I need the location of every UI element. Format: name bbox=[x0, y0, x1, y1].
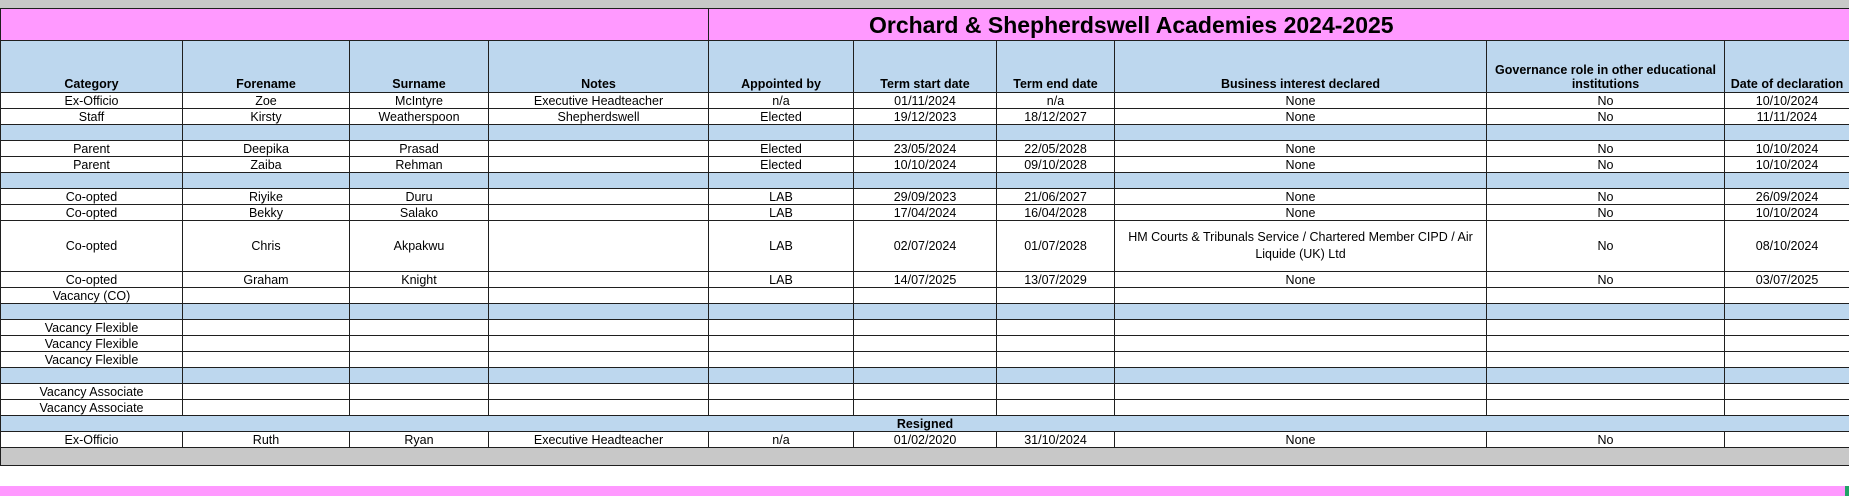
empty-cell[interactable] bbox=[1725, 352, 1849, 368]
cell-surname[interactable]: Rehman bbox=[350, 157, 489, 173]
vacancy-row bbox=[1, 352, 1849, 368]
header-business-interest[interactable]: Business interest declared bbox=[1115, 41, 1487, 93]
spacer-cell[interactable] bbox=[1725, 304, 1849, 320]
cell-term-start[interactable]: 19/12/2023 bbox=[854, 109, 997, 125]
empty-cell[interactable] bbox=[1115, 320, 1487, 336]
vacancy-row bbox=[1, 384, 1849, 400]
spacer-cell[interactable] bbox=[350, 125, 489, 141]
empty-cell[interactable] bbox=[709, 336, 854, 352]
spacer-cell[interactable] bbox=[709, 368, 854, 384]
spacer-cell[interactable] bbox=[1115, 368, 1487, 384]
cell-business-interest[interactable]: None bbox=[1115, 93, 1487, 109]
cell-governance-role[interactable]: No bbox=[1487, 205, 1725, 221]
empty-cell[interactable] bbox=[350, 336, 489, 352]
cell-date-declaration[interactable]: 10/10/2024 bbox=[1725, 205, 1849, 221]
cell-forename[interactable]: Deepika bbox=[183, 141, 350, 157]
cell-governance-role[interactable]: No bbox=[1487, 432, 1725, 448]
empty-cell[interactable] bbox=[1725, 336, 1849, 352]
empty-cell[interactable] bbox=[183, 320, 350, 336]
empty-cell[interactable] bbox=[709, 288, 854, 304]
title-blank-cell[interactable] bbox=[1, 9, 709, 41]
empty-cell[interactable] bbox=[854, 400, 997, 416]
spacer-cell[interactable] bbox=[1, 125, 183, 141]
empty-cell[interactable] bbox=[489, 352, 709, 368]
vacancy-row bbox=[1, 336, 1849, 352]
cell-business-interest[interactable]: None bbox=[1115, 109, 1487, 125]
cell-appointed-by[interactable]: LAB bbox=[709, 272, 854, 288]
cell-surname[interactable]: Knight bbox=[350, 272, 489, 288]
cell-term-end[interactable]: 09/10/2028 bbox=[997, 157, 1115, 173]
cell-term-start[interactable]: 17/04/2024 bbox=[854, 205, 997, 221]
resigned-header-row bbox=[1, 416, 1849, 432]
cell-notes[interactable] bbox=[489, 189, 709, 205]
spacer-cell[interactable] bbox=[1487, 304, 1725, 320]
empty-cell[interactable] bbox=[1487, 400, 1725, 416]
table-row bbox=[1, 189, 1849, 205]
cell-term-start[interactable]: 29/09/2023 bbox=[854, 189, 997, 205]
empty-cell[interactable] bbox=[1115, 288, 1487, 304]
edge-marker-green bbox=[1845, 486, 1849, 496]
spacer-cell[interactable] bbox=[997, 368, 1115, 384]
empty-cell[interactable] bbox=[709, 384, 854, 400]
empty-cell[interactable] bbox=[997, 352, 1115, 368]
table-row bbox=[1, 157, 1849, 173]
spacer-cell[interactable] bbox=[1725, 368, 1849, 384]
vacancy-associate-cell[interactable]: Vacancy Associate bbox=[1, 400, 183, 416]
gray-separator-cell[interactable] bbox=[1, 448, 1849, 466]
empty-cell[interactable] bbox=[1115, 352, 1487, 368]
spacer-cell[interactable] bbox=[997, 304, 1115, 320]
cell-surname[interactable]: Akpakwu bbox=[350, 221, 489, 272]
empty-cell[interactable] bbox=[1487, 336, 1725, 352]
header-term-end[interactable]: Term end date bbox=[997, 41, 1115, 93]
cell-term-start[interactable]: 02/07/2024 bbox=[854, 221, 997, 272]
cell-date-declaration[interactable]: 11/11/2024 bbox=[1725, 109, 1849, 125]
empty-cell[interactable] bbox=[350, 400, 489, 416]
header-forename[interactable]: Forename bbox=[183, 41, 350, 93]
spacer-cell[interactable] bbox=[854, 304, 997, 320]
resigned-member-row bbox=[1, 432, 1849, 448]
spacer-cell[interactable] bbox=[709, 125, 854, 141]
cell-category[interactable]: Co-opted bbox=[1, 272, 183, 288]
empty-cell[interactable] bbox=[183, 352, 350, 368]
section-divider-row bbox=[1, 125, 1849, 141]
cell-business-interest[interactable]: HM Courts & Tribunals Service / Chartered Member CIPD / Air Liquide (UK) Ltd bbox=[1115, 221, 1487, 272]
spacer-cell[interactable] bbox=[1487, 173, 1725, 189]
cell-surname[interactable]: Prasad bbox=[350, 141, 489, 157]
cell-appointed-by[interactable]: LAB bbox=[709, 189, 854, 205]
cell-term-start[interactable]: 23/05/2024 bbox=[854, 141, 997, 157]
section-divider-row bbox=[1, 173, 1849, 189]
cell-date-declaration[interactable] bbox=[1725, 432, 1849, 448]
table-row bbox=[1, 272, 1849, 288]
cell-notes[interactable] bbox=[489, 272, 709, 288]
empty-cell[interactable] bbox=[489, 288, 709, 304]
spacer-cell[interactable] bbox=[709, 304, 854, 320]
spacer-cell[interactable] bbox=[1115, 173, 1487, 189]
vacancy-associate-cell[interactable]: Vacancy Associate bbox=[1, 384, 183, 400]
empty-cell[interactable] bbox=[997, 384, 1115, 400]
spacer-cell[interactable] bbox=[1725, 173, 1849, 189]
cell-term-start[interactable]: 14/07/2025 bbox=[854, 272, 997, 288]
cell-business-interest[interactable]: None bbox=[1115, 205, 1487, 221]
header-term-start[interactable]: Term start date bbox=[854, 41, 997, 93]
cell-forename[interactable]: Kirsty bbox=[183, 109, 350, 125]
cell-notes[interactable] bbox=[489, 157, 709, 173]
empty-cell[interactable] bbox=[1115, 336, 1487, 352]
spacer-cell[interactable] bbox=[1115, 304, 1487, 320]
cell-surname[interactable]: McIntyre bbox=[350, 93, 489, 109]
empty-cell[interactable] bbox=[183, 400, 350, 416]
spacer-cell[interactable] bbox=[183, 173, 350, 189]
empty-cell[interactable] bbox=[489, 384, 709, 400]
vacancy-co-cell[interactable]: Vacancy (CO) bbox=[1, 288, 183, 304]
empty-cell[interactable] bbox=[489, 400, 709, 416]
empty-cell[interactable] bbox=[183, 288, 350, 304]
empty-cell[interactable] bbox=[854, 336, 997, 352]
empty-cell[interactable] bbox=[854, 352, 997, 368]
cell-date-declaration[interactable]: 10/10/2024 bbox=[1725, 157, 1849, 173]
empty-cell[interactable] bbox=[1725, 400, 1849, 416]
spacer-cell[interactable] bbox=[1115, 125, 1487, 141]
cell-category[interactable]: Parent bbox=[1, 141, 183, 157]
cell-forename[interactable]: Zoe bbox=[183, 93, 350, 109]
governors-table bbox=[0, 8, 1849, 466]
empty-cell[interactable] bbox=[709, 320, 854, 336]
spacer-cell[interactable] bbox=[350, 368, 489, 384]
empty-cell[interactable] bbox=[350, 288, 489, 304]
cell-term-end[interactable]: 16/04/2028 bbox=[997, 205, 1115, 221]
cell-business-interest[interactable]: None bbox=[1115, 189, 1487, 205]
cell-surname[interactable]: Duru bbox=[350, 189, 489, 205]
cell-governance-role[interactable]: No bbox=[1487, 221, 1725, 272]
empty-cell[interactable] bbox=[1487, 320, 1725, 336]
vacancy-flexible-cell[interactable]: Vacancy Flexible bbox=[1, 352, 183, 368]
cell-date-declaration[interactable]: 03/07/2025 bbox=[1725, 272, 1849, 288]
spacer-cell[interactable] bbox=[183, 368, 350, 384]
vacancy-flexible-cell[interactable]: Vacancy Flexible bbox=[1, 336, 183, 352]
cell-date-declaration[interactable]: 26/09/2024 bbox=[1725, 189, 1849, 205]
vacancy-row bbox=[1, 400, 1849, 416]
header-category[interactable]: Category bbox=[1, 41, 183, 93]
empty-cell[interactable] bbox=[1725, 288, 1849, 304]
spacer-cell[interactable] bbox=[489, 304, 709, 320]
cell-business-interest[interactable]: None bbox=[1115, 141, 1487, 157]
vacancy-flexible-cell[interactable]: Vacancy Flexible bbox=[1, 320, 183, 336]
empty-cell[interactable] bbox=[709, 400, 854, 416]
cell-notes[interactable]: Shepherdswell bbox=[489, 109, 709, 125]
title-row bbox=[1, 9, 1849, 41]
cell-notes[interactable] bbox=[489, 205, 709, 221]
spacer-cell[interactable] bbox=[854, 125, 997, 141]
cell-term-end[interactable]: 31/10/2024 bbox=[997, 432, 1115, 448]
cell-category[interactable]: Ex-Officio bbox=[1, 93, 183, 109]
cell-term-end[interactable]: 21/06/2027 bbox=[997, 189, 1115, 205]
vacancy-row bbox=[1, 288, 1849, 304]
cell-surname[interactable]: Salako bbox=[350, 205, 489, 221]
cell-notes[interactable] bbox=[489, 141, 709, 157]
table-row bbox=[1, 141, 1849, 157]
top-gray-band bbox=[0, 0, 1849, 8]
header-governance-role[interactable]: Governance role in other educational institutions bbox=[1487, 41, 1725, 93]
cell-appointed-by[interactable]: Elected bbox=[709, 109, 854, 125]
cell-appointed-by[interactable]: Elected bbox=[709, 157, 854, 173]
spacer-cell[interactable] bbox=[1487, 125, 1725, 141]
empty-cell[interactable] bbox=[709, 352, 854, 368]
empty-cell[interactable] bbox=[350, 352, 489, 368]
cell-notes[interactable]: Executive Headteacher bbox=[489, 93, 709, 109]
empty-cell[interactable] bbox=[997, 336, 1115, 352]
cell-category[interactable]: Ex-Officio bbox=[1, 432, 183, 448]
cell-forename[interactable]: Bekky bbox=[183, 205, 350, 221]
spacer-cell[interactable] bbox=[183, 125, 350, 141]
cell-appointed-by[interactable]: LAB bbox=[709, 205, 854, 221]
table-row bbox=[1, 109, 1849, 125]
spacer-cell[interactable] bbox=[350, 173, 489, 189]
spacer-cell[interactable] bbox=[997, 173, 1115, 189]
empty-cell[interactable] bbox=[997, 400, 1115, 416]
empty-cell[interactable] bbox=[854, 320, 997, 336]
empty-cell[interactable] bbox=[350, 384, 489, 400]
spacer-cell[interactable] bbox=[1, 368, 183, 384]
cell-term-end[interactable]: 01/07/2028 bbox=[997, 221, 1115, 272]
cell-forename[interactable]: Ruth bbox=[183, 432, 350, 448]
empty-cell[interactable] bbox=[1487, 288, 1725, 304]
cell-term-end[interactable]: 18/12/2027 bbox=[997, 109, 1115, 125]
cell-term-start[interactable]: 10/10/2024 bbox=[854, 157, 997, 173]
cell-term-end[interactable]: n/a bbox=[997, 93, 1115, 109]
cell-governance-role[interactable]: No bbox=[1487, 93, 1725, 109]
section-divider-row bbox=[1, 304, 1849, 320]
cell-term-end[interactable]: 22/05/2028 bbox=[997, 141, 1115, 157]
spacer-cell[interactable] bbox=[1, 173, 183, 189]
cell-category[interactable]: Co-opted bbox=[1, 189, 183, 205]
cell-date-declaration[interactable]: 08/10/2024 bbox=[1725, 221, 1849, 272]
empty-cell[interactable] bbox=[350, 320, 489, 336]
cell-surname[interactable]: Ryan bbox=[350, 432, 489, 448]
cell-governance-role[interactable]: No bbox=[1487, 109, 1725, 125]
cell-governance-role[interactable]: No bbox=[1487, 189, 1725, 205]
empty-cell[interactable] bbox=[183, 384, 350, 400]
empty-cell[interactable] bbox=[1487, 352, 1725, 368]
cell-term-start[interactable]: 01/11/2024 bbox=[854, 93, 997, 109]
spacer-cell[interactable] bbox=[350, 304, 489, 320]
cell-notes[interactable] bbox=[489, 221, 709, 272]
cell-business-interest[interactable]: None bbox=[1115, 432, 1487, 448]
cell-forename[interactable]: Zaiba bbox=[183, 157, 350, 173]
empty-cell[interactable] bbox=[854, 288, 997, 304]
cell-term-end[interactable]: 13/07/2029 bbox=[997, 272, 1115, 288]
empty-cell[interactable] bbox=[489, 336, 709, 352]
empty-cell[interactable] bbox=[854, 384, 997, 400]
next-section-title-band[interactable] bbox=[0, 486, 1849, 496]
vacancy-row bbox=[1, 320, 1849, 336]
cell-category[interactable]: Parent bbox=[1, 157, 183, 173]
cell-date-declaration[interactable]: 10/10/2024 bbox=[1725, 93, 1849, 109]
cell-notes[interactable]: Executive Headteacher bbox=[489, 432, 709, 448]
cell-term-start[interactable]: 01/02/2020 bbox=[854, 432, 997, 448]
cell-appointed-by[interactable]: n/a bbox=[709, 93, 854, 109]
cell-governance-role[interactable]: No bbox=[1487, 141, 1725, 157]
cell-business-interest[interactable]: None bbox=[1115, 272, 1487, 288]
empty-cell[interactable] bbox=[1725, 384, 1849, 400]
header-notes[interactable]: Notes bbox=[489, 41, 709, 93]
spacer-cell[interactable] bbox=[997, 125, 1115, 141]
empty-cell[interactable] bbox=[1115, 384, 1487, 400]
spacer-cell[interactable] bbox=[183, 304, 350, 320]
section-divider-row bbox=[1, 368, 1849, 384]
spacer-cell[interactable] bbox=[489, 125, 709, 141]
cell-surname[interactable]: Weatherspoon bbox=[350, 109, 489, 125]
empty-cell[interactable] bbox=[1487, 384, 1725, 400]
cell-category[interactable]: Co-opted bbox=[1, 205, 183, 221]
spacer-cell[interactable] bbox=[489, 173, 709, 189]
cell-date-declaration[interactable]: 10/10/2024 bbox=[1725, 141, 1849, 157]
cell-forename[interactable]: Riyike bbox=[183, 189, 350, 205]
header-row bbox=[1, 41, 1849, 93]
header-date-declaration[interactable]: Date of declaration bbox=[1725, 41, 1849, 93]
header-appointed-by[interactable]: Appointed by bbox=[709, 41, 854, 93]
spacer-cell[interactable] bbox=[854, 173, 997, 189]
cell-forename[interactable]: Chris bbox=[183, 221, 350, 272]
table-row bbox=[1, 221, 1849, 272]
cell-category[interactable]: Staff bbox=[1, 109, 183, 125]
resigned-label[interactable]: Resigned bbox=[1, 416, 1849, 432]
spacer-cell[interactable] bbox=[1487, 368, 1725, 384]
cell-category[interactable]: Co-opted bbox=[1, 221, 183, 272]
cell-appointed-by[interactable]: Elected bbox=[709, 141, 854, 157]
cell-business-interest[interactable]: None bbox=[1115, 157, 1487, 173]
spacer-cell[interactable] bbox=[1725, 125, 1849, 141]
spacer-cell[interactable] bbox=[709, 173, 854, 189]
empty-cell[interactable] bbox=[183, 336, 350, 352]
empty-cell[interactable] bbox=[1725, 320, 1849, 336]
empty-cell[interactable] bbox=[997, 320, 1115, 336]
empty-cell[interactable] bbox=[489, 320, 709, 336]
cell-appointed-by[interactable]: n/a bbox=[709, 432, 854, 448]
cell-appointed-by[interactable]: LAB bbox=[709, 221, 854, 272]
cell-forename[interactable]: Graham bbox=[183, 272, 350, 288]
cell-governance-role[interactable]: No bbox=[1487, 272, 1725, 288]
header-surname[interactable]: Surname bbox=[350, 41, 489, 93]
empty-cell[interactable] bbox=[1115, 400, 1487, 416]
gray-separator-row bbox=[1, 448, 1849, 466]
empty-cell[interactable] bbox=[997, 288, 1115, 304]
table-row bbox=[1, 205, 1849, 221]
table-row bbox=[1, 93, 1849, 109]
spacer-cell[interactable] bbox=[854, 368, 997, 384]
cell-governance-role[interactable]: No bbox=[1487, 157, 1725, 173]
sheet-title[interactable]: Orchard & Shepherdswell Academies 2024-2025 bbox=[709, 9, 1849, 41]
spacer-cell[interactable] bbox=[489, 368, 709, 384]
spacer-cell[interactable] bbox=[1, 304, 183, 320]
